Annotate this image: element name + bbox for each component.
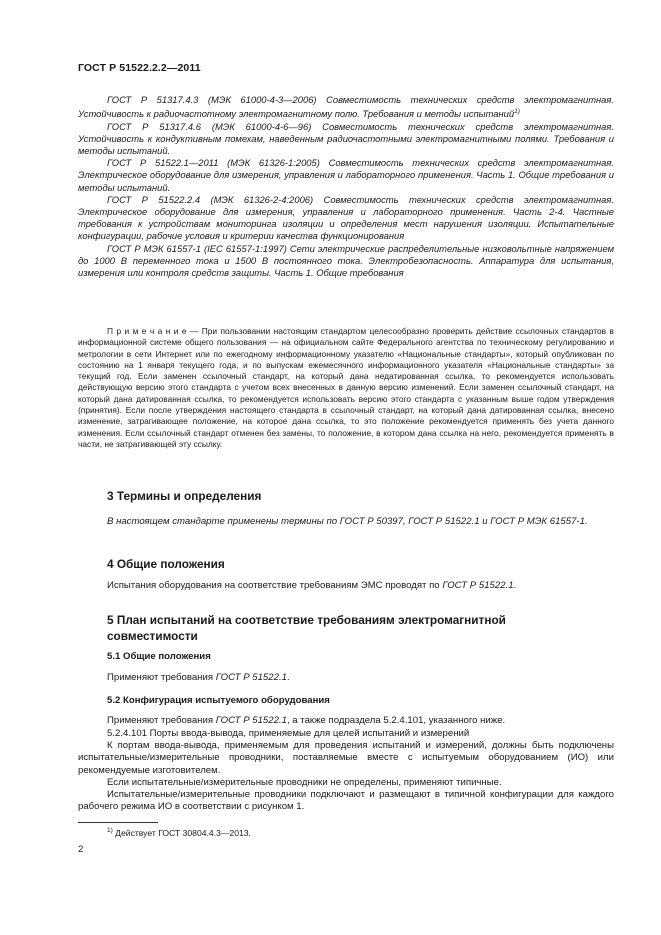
- reference-item: ГОСТ Р 51522.2.4 (МЭК 61326-2-4:2006) Совместимость технических средств электромагнитная. Электрическое оборудование для измерения, управления и лабораторного применения. Часть 2-4. Частные требования к устройствам мониторинга изоляции и определения мест нарушения изоляции. Испытательные конфигурации, рабочие условия и критерии качества функционирования: [78, 193, 614, 242]
- note-paragraph: П р и м е ч а н и е — При пользовании настоящим стандартом целесообразно проверить действие ссылочных стандартов в информационной системе общего пользования — на официальном сайте Федерального агентства по техническому регулированию и метрологии в сети Интернет или по ежегодному информационному указателю «Национальные стандарты», который опубликован по состоянию на 1 января текущего года, и по выпускам ежемесячного информационного указателя «Национальные стандарты» за текущий год. Если заменен ссылочный стандарт, на который дана недатированная ссылка, то рекомендуется использовать действующую версию этого стандарта с учетом всех внесенных в данную версию изменений. Если заменен ссылочный стандарт, на который дана датированная ссылка, то рекомендуется использовать версию этого стандарта с указанным выше годом утверждения (принятия). Если после утверждения настоящего стандарта в ссылочный стандарт, на который дана датированная ссылка, внесено изменение, затрагивающее положение, на которое дана ссылка, то это положение рекомендуется применять без учета данного изменения. Если ссылочный стандарт отменен без замены, то положение, в котором дана ссылка на него, рекомендуется применять в части, не затрагивающей эту ссылку.: [78, 326, 614, 449]
- clause-paragraph: К портам ввода-вывода, применяемым для проведения испытаний и измерений, должны быть подключены испытательные/измерительные проводники, поставляемые вместе с испытуемым оборудованием (ИО) или рекомендуемые изготовителем.: [78, 740, 614, 776]
- section-3-title: 3 Термины и определения: [107, 489, 262, 503]
- section-3-text: В настоящем стандарте применены термины по ГОСТ Р 50397, ГОСТ Р 51522.1 и ГОСТ Р МЭК 61557-1.: [107, 516, 588, 527]
- footnote: $^{1)}$ Действует ГОСТ 30804.4.3—2013.: [107, 827, 251, 838]
- subsection-5-1-title: 5.1 Общие положения: [107, 651, 211, 662]
- clause-paragraph: Испытательные/измерительные проводники подключают и размещают в типичной конфигурации для каждого рабочего режима ИО в соответствии с рисунком 1.: [78, 789, 614, 813]
- section-4-text: Испытания оборудования на соответствие требованиям ЭМС проводят по ГОСТ Р 51522.1.: [107, 580, 517, 591]
- reference-item: ГОСТ Р 51317.4.3 (МЭК 61000-4-3—2006) Совместимость технических средств электромагнитная. Устойчивость к радиочастотному электромагнитному полю. Требования и методы испытаний$^{1)}$: [78, 94, 614, 120]
- page-number: 2: [78, 844, 84, 855]
- clause-paragraph: Если испытательные/измерительные проводники не определены, применяют типичные.: [107, 777, 502, 788]
- document-header: ГОСТ Р 51522.2.2—2011: [78, 62, 201, 74]
- reference-item: ГОСТ Р МЭК 61557-1 (IEC 61557-1:1997) Сети электрические распределительные низковольтные напряжением до 1000 В переменного тока и 1500 В постоянного тока. Электробезопасность. Аппаратура для испытания, измерения или контроля средств защиты. Часть 1. Общие требования: [78, 242, 614, 278]
- reference-item: ГОСТ Р 51522.1—2011 (МЭК 61326-1:2005) Совместимость технических средств электромагнитная. Электрическое оборудование для измерения, управления и лабораторного применения. Часть 1. Общие требования и методы испытаний.: [78, 157, 614, 193]
- subsection-5-1-text: Применяют требования ГОСТ Р 51522.1.: [107, 672, 290, 683]
- reference-item: ГОСТ Р 51317.4.6 (МЭК 61000-4-6—96) Совместимость технических средств электромагнитная. Устойчивость к кондуктивным помехам, наведенным радиочастотными электромагнитными полями. Требования и методы испытаний.: [78, 120, 614, 156]
- section-4-title: 4 Общие положения: [107, 557, 225, 571]
- footnote-divider: [78, 822, 158, 823]
- subsection-5-2-text: Применяют требования ГОСТ Р 51522.1, а также подраздела 5.2.4.101, указанного ниже.: [107, 715, 506, 726]
- footnote-marker: 1): [514, 108, 520, 116]
- clause-5-2-4-101: 5.2.4.101 Порты ввода-вывода, применяемые для целей испытаний и измерений: [107, 728, 470, 739]
- subsection-5-2-title: 5.2 Конфигурация испытуемого оборудования: [107, 695, 330, 706]
- references-list: [78, 94, 614, 279]
- section-5-title: 5 План испытаний на соответствие требованиям электромагнитной совместимости: [107, 613, 506, 643]
